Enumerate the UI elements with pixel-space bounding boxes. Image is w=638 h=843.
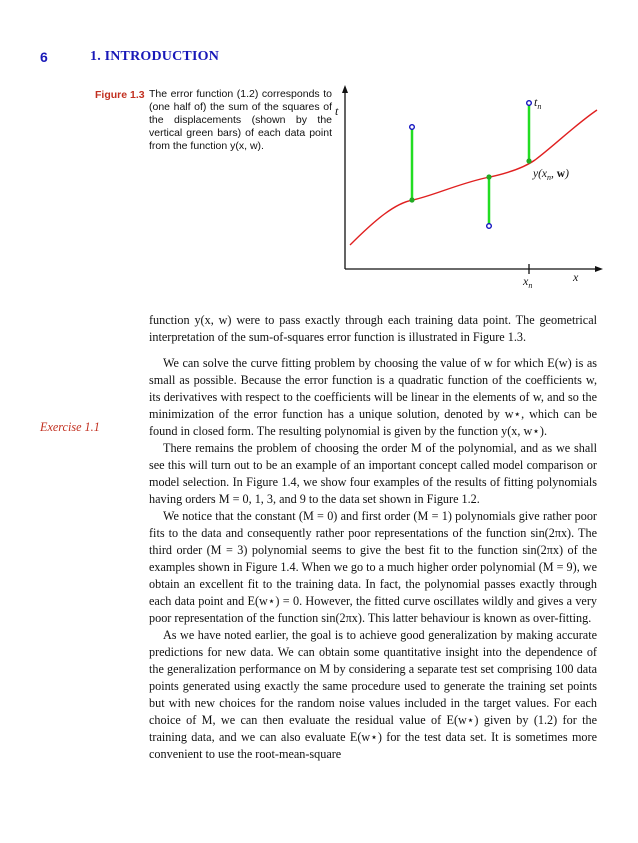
- paragraph: function y(x, w) were to pass exactly through each training data point. The geometrical interpretation of the sum-of-squares error function is illustrated in Figure 1.3.: [149, 313, 597, 344]
- curve-point: [526, 158, 531, 163]
- tn-label: $t_n$: [534, 95, 542, 111]
- x-axis-label: x: [573, 270, 579, 284]
- paragraph: We notice that the constant (M = 0) and first order (M = 1) polynomials give rather poor fits to the data and consequently rather poor representations of the function sin(2πx). The third order (M = 3) polynomial seems to give the best fit to the function sin(2πx) of the examples shown in Figure 1.4. When we go to a much higher order polynomial (M = 9), we obtain an excellent fit to the training data. In fact, the polynomial passes exactly through each data point and E(w⋆) = 0. However, the fitted curve oscillates wildly and gives a very poor representation of the function sin(2πx). This latter behaviour is known as over-fitting.: [149, 509, 598, 625]
- paragraph: There remains the problem of choosing the order M of the polynomial, and as we shall see this will turn out to be an example of an important concept called model comparison or model selection. In Figure 1.4, we show four examples of the results of fitting polynomials having orders M = 0, 1, 3, and 9 to the data set shown in Figure 1.2.: [149, 441, 597, 506]
- data-point: [487, 224, 492, 229]
- figure-caption: The error function (1.2) corresponds to (one half of) the sum of the squares of the displacements (shown by the vertical green bars) of each data point from the function y(x, w).: [149, 88, 332, 152]
- curve-point: [409, 197, 414, 202]
- margin-note-exercise: Exercise 1.1: [40, 420, 100, 434]
- figure-label: Figure 1.3: [95, 89, 145, 101]
- figure-diagram: [335, 85, 605, 290]
- data-point: [527, 101, 532, 106]
- y-axis-arrow: [342, 85, 348, 93]
- chapter-title: 1. INTRODUCTION: [90, 49, 220, 64]
- page-number: 6: [40, 49, 48, 65]
- x-axis-arrow: [595, 266, 603, 272]
- xn-label: $x_n$: [523, 274, 533, 290]
- curve-label: $y(x_n$, w): [533, 168, 569, 182]
- page-header: [40, 49, 598, 69]
- body-text: [149, 312, 597, 763]
- paragraph: We can solve the curve fitting problem by choosing the value of w for which E(w) is as small as possible. Because the error function is a quadratic function of the coefficients w, its derivatives with respect to the coefficients will be linear in the elements of w, and so the minimization of the error function has a unique solution, denoted by w⋆, which can be found in closed form. The resulting polynomial is given by the function y(x, w⋆).: [149, 356, 597, 438]
- paragraph: As we have noted earlier, the goal is to achieve good generalization by making accurate predictions for new data. We can obtain some quantitative insight into the dependence of the generalization performance on M by considering a separate test set comprising 100 data points generated using exactly the same procedure used to generate the training set points but with new choices for the random noise values included in the target values. For each choice of M, we can then evaluate the residual value of E(w⋆) given by (1.2) for the training data, and we can also evaluate E(w⋆) for the test data set. It is sometimes more convenient to use the root-mean-square: [149, 628, 597, 761]
- data-point: [410, 125, 415, 130]
- curve-point: [486, 174, 491, 179]
- t-axis-label: t: [335, 104, 339, 118]
